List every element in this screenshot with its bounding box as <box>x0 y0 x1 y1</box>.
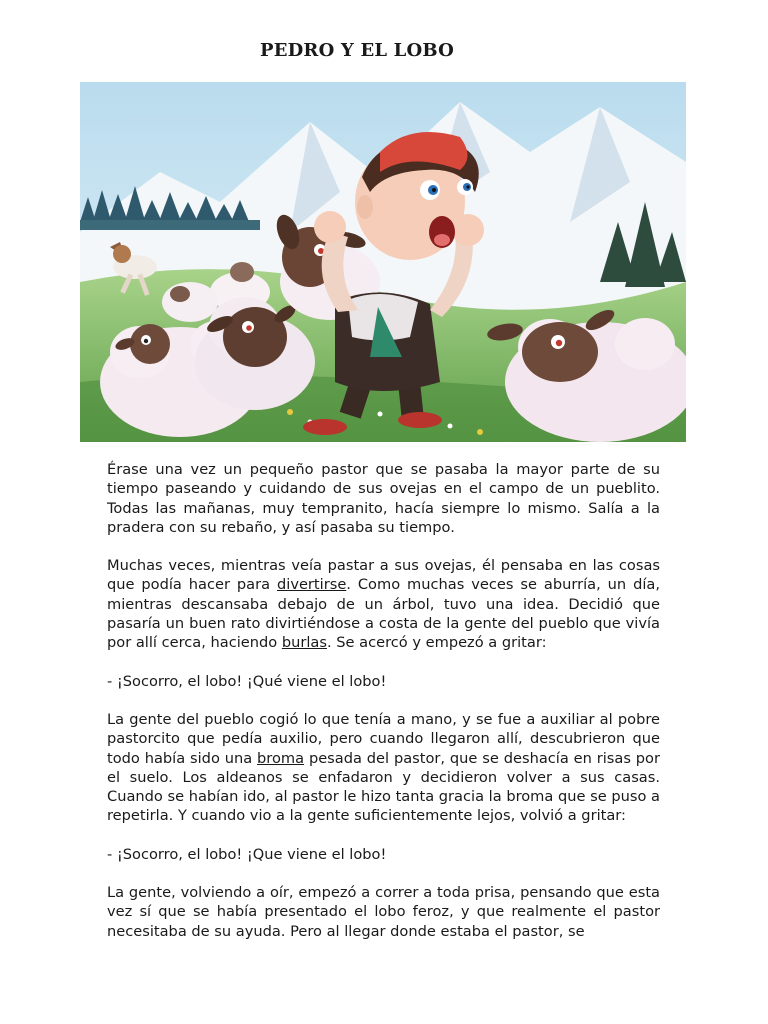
paragraph-4-text-b: pesada del pastor, que se deshacía en risas por el suelo. Los aldeanos se enfadaron y decidieron volver a sus casas. Cuando se habían ido, al pastor le hizo tanta gracia la broma que se puso a repetirla. Y cuando vio a la gente suficientemente lejos, volvió a gritar: <box>107 749 660 825</box>
paragraph-2-text-c: . Se acercó y empezó a gritar: <box>326 634 547 652</box>
paragraph-4 <box>107 710 660 826</box>
divertirse-link[interactable]: divertirse <box>277 576 347 594</box>
paragraph-4-text-a: La gente del pueblo cogió lo que tenía a mano, y se fue a auxiliar al pobre pastorcito que pedía auxilio, pero cuando llegaron allí, descubrieron que todo había sido una <box>107 710 660 767</box>
broma-link[interactable]: broma <box>257 749 305 767</box>
paragraph-6: La gente, volviendo a oír, empezó a correr a toda prisa, pensando que esta vez sí que se había presentado el lobo feroz, y que realmente el pastor necesitaba de su ayuda. Pero al llegar donde estaba el pastor, se <box>107 884 660 940</box>
page-title: PEDRO Y EL LOBO <box>259 40 455 61</box>
burlas-link[interactable]: burlas <box>281 634 327 652</box>
paragraph-3-dialogue: - ¡Socorro, el lobo! ¡Qué viene el lobo! <box>107 672 387 690</box>
boy-and-sheep-illustration <box>80 82 686 442</box>
paragraph-2-text-b: . Como muchas veces se aburría, un día, mientras descansaba debajo de un árbol, tuvo una idea. Decidió que pasaría un buen rato divirtiéndose a costa de la gente del pueblo que vivía por allí cerca, haciendo <box>107 576 660 652</box>
paragraph-2 <box>107 556 660 652</box>
story-body <box>107 460 660 941</box>
paragraph-5-dialogue: - ¡Socorro, el lobo! ¡Que viene el lobo! <box>107 845 387 863</box>
paragraph-1: Érase una vez un pequeño pastor que se pasaba la mayor parte de su tiempo paseando y cuidando de sus ovejas en el campo de un pueblito. Todas las mañanas, muy tempranito, hacía siempre lo mismo. Salía a la pradera con su rebaño, y así pasaba su tiempo. <box>107 461 660 536</box>
paragraph-2-text-a: Muchas veces, mientras veía pastar a sus ovejas, él pensaba en las cosas que podía hacer para <box>107 557 660 594</box>
